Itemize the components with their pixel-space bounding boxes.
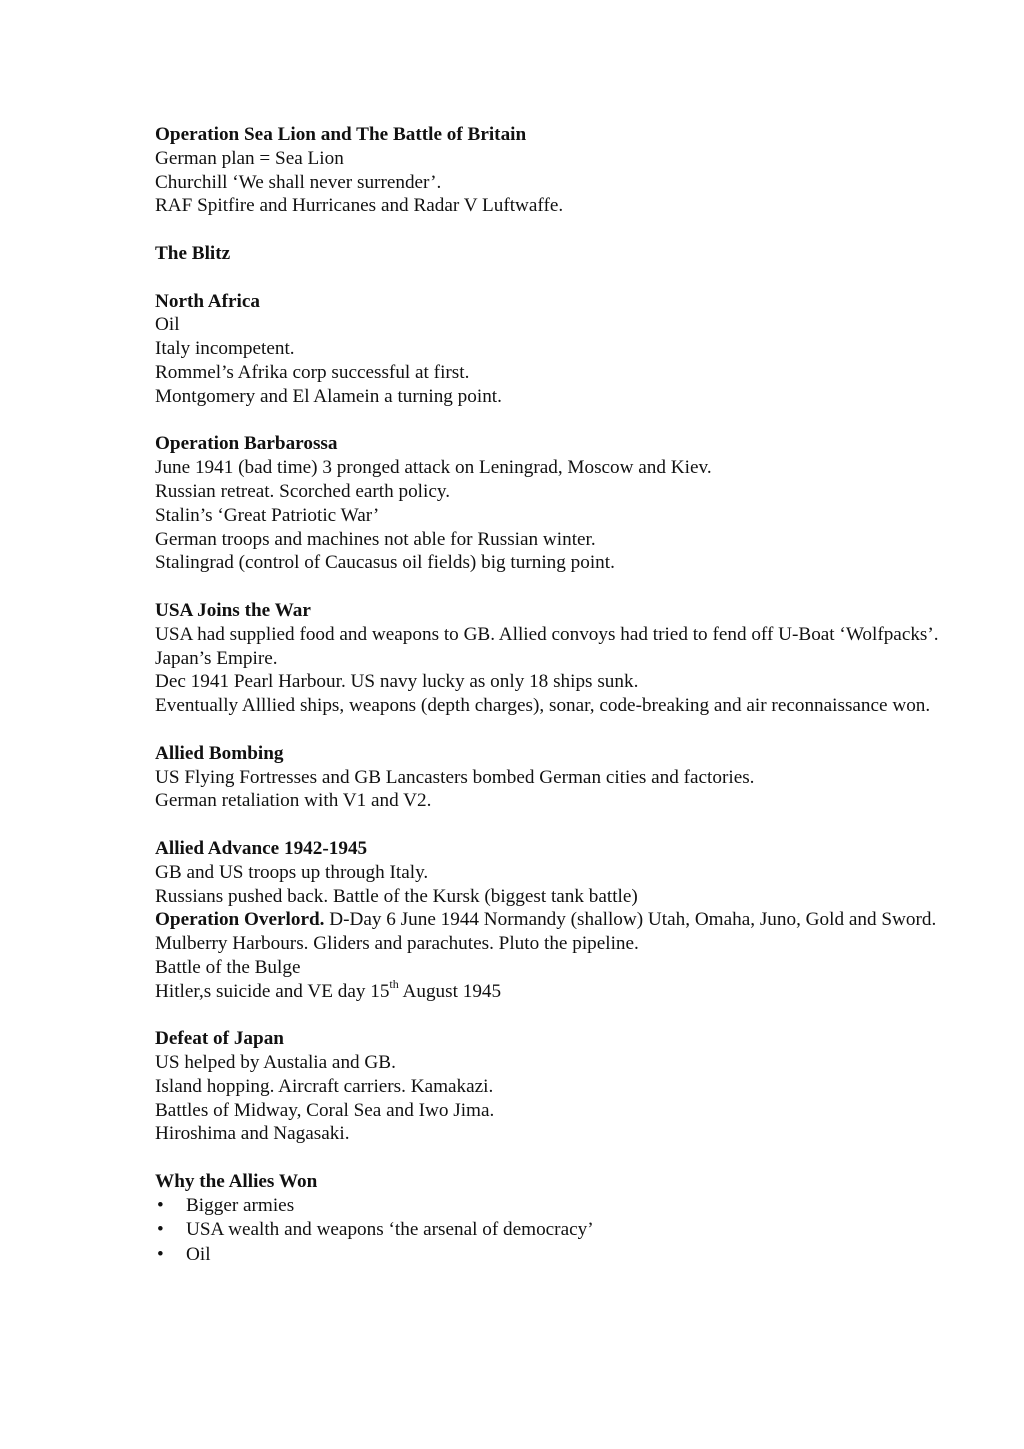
section-barbarossa: [155, 432, 955, 575]
text-line: Rommel’s Afrika corp successful at first.: [155, 361, 470, 383]
bullet-list: [155, 1194, 955, 1268]
text-line: Montgomery and El Alamein a turning point.: [155, 385, 502, 407]
text-line: Battle of the Bulge: [155, 956, 301, 978]
section-heading: North Africa: [155, 290, 260, 312]
section-north-africa: [155, 290, 955, 409]
section-sea-lion: [155, 123, 955, 218]
section-why-allies-won: [155, 1170, 955, 1268]
text-line: June 1941 (bad time) 3 pronged attack on Leningrad, Moscow and Kiev.: [155, 457, 712, 479]
text-line: US Flying Fortresses and GB Lancasters bombed German cities and factories.: [155, 766, 755, 788]
text-line: US helped by Austalia and GB.: [155, 1052, 396, 1074]
document-body: [155, 123, 955, 1291]
text-line: Battles of Midway, Coral Sea and Iwo Jima.: [155, 1099, 495, 1121]
section-allied-bombing: [155, 742, 955, 813]
text-line: Oil: [155, 314, 180, 336]
text-line: Japan’s Empire.: [155, 647, 278, 669]
list-item-text: Bigger armies: [186, 1194, 295, 1216]
list-item: [155, 1218, 955, 1243]
text-line: Island hopping. Aircraft carriers. Kamakazi.: [155, 1075, 494, 1097]
section-blitz: [155, 242, 955, 266]
ve-day-date: August 1945: [398, 980, 502, 1002]
text-line: Stalin’s ‘Great Patriotic War’: [155, 504, 380, 526]
section-heading: Operation Barbarossa: [155, 433, 338, 455]
section-heading: Why the Allies Won: [155, 1171, 318, 1193]
text-line: Eventually Alllied ships, weapons (depth charges), sonar, code-breaking and air reconnaissance won.: [155, 695, 931, 717]
text-line: Italy incompetent.: [155, 338, 295, 360]
text-line: Churchill ‘We shall never surrender’.: [155, 171, 442, 193]
list-item: [155, 1194, 955, 1219]
section-usa-joins: [155, 599, 955, 718]
ordinal-suffix: th: [389, 977, 399, 992]
text-line: Russian retreat. Scorched earth policy.: [155, 480, 450, 502]
text-line: German troops and machines not able for Russian winter.: [155, 528, 596, 550]
text-line: German plan = Sea Lion: [155, 147, 344, 169]
section-heading: Operation Sea Lion and The Battle of Britain: [155, 124, 527, 145]
section-heading: USA Joins the War: [155, 599, 311, 621]
overlord-line: [155, 908, 955, 956]
list-item: [155, 1243, 955, 1268]
ve-day-line: [155, 977, 955, 1004]
bullet-icon: •: [157, 1219, 164, 1241]
text-line: RAF Spitfire and Hurricanes and Radar V Luftwaffe.: [155, 195, 564, 217]
text-line: USA had supplied food and weapons to GB. Allied convoys had tried to fend off U-Boat ‘Wolfpacks’.: [155, 623, 939, 645]
overlord-label: Operation Overlord.: [155, 909, 325, 931]
bullet-icon: •: [157, 1194, 164, 1216]
text-line: Russians pushed back. Battle of the Kursk (biggest tank battle): [155, 885, 638, 907]
text-line: Stalingrad (control of Caucasus oil fields) big turning point.: [155, 552, 615, 574]
bullet-icon: •: [157, 1244, 164, 1266]
section-heading: The Blitz: [155, 242, 231, 264]
list-item-text: Oil: [186, 1244, 211, 1266]
ve-day-text: Hitler,s suicide and VE day 15: [155, 980, 390, 1002]
list-item-text: USA wealth and weapons ‘the arsenal of democracy’: [186, 1219, 594, 1241]
section-allied-advance: [155, 837, 955, 1004]
section-heading: Defeat of Japan: [155, 1028, 284, 1050]
text-line: Dec 1941 Pearl Harbour. US navy lucky as only 18 ships sunk.: [155, 671, 639, 693]
section-heading: Allied Bombing: [155, 742, 284, 764]
section-defeat-japan: [155, 1027, 955, 1146]
text-line: GB and US troops up through Italy.: [155, 861, 429, 883]
text-line: German retaliation with V1 and V2.: [155, 790, 432, 812]
section-heading: Allied Advance 1942-1945: [155, 837, 368, 859]
text-line: Hiroshima and Nagasaki.: [155, 1123, 350, 1145]
overlord-text: D-Day 6 June 1944 Normandy (shallow) Utah, Omaha, Juno, Gold and Sword. Mulberry Harbours. Gliders and parachutes. Pluto the pipeline.: [155, 909, 937, 955]
